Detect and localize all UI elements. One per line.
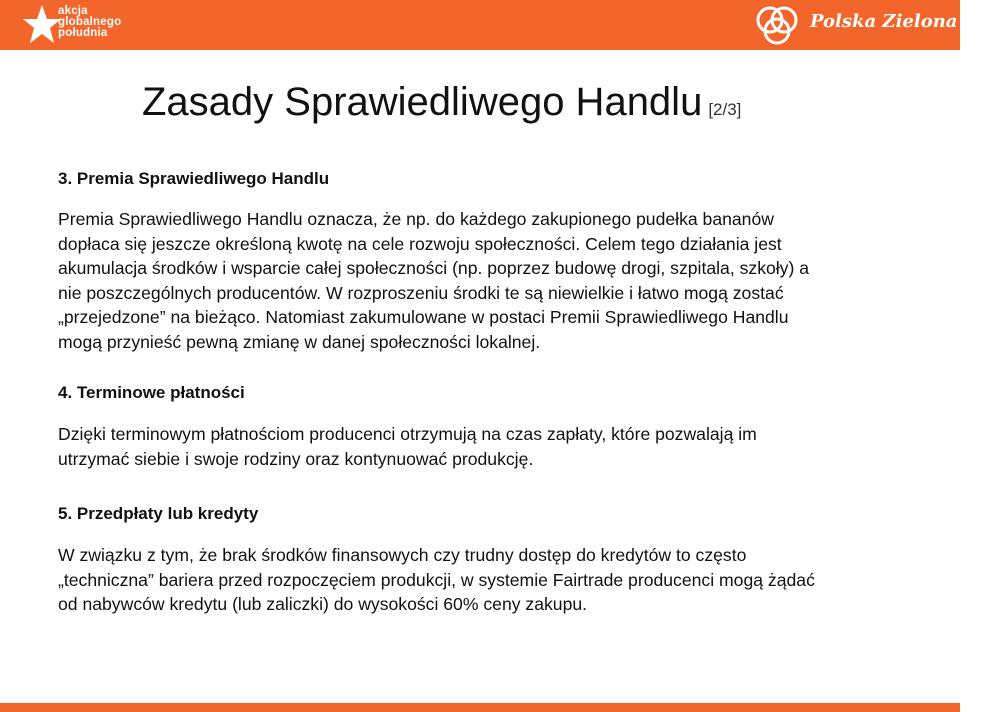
paragraph-line: utrzymać siebie i swoje rodziny oraz kontynuować produkcję. [58,448,534,469]
section-heading: 3. Premia Sprawiedliwego Handlu [58,169,330,188]
paragraph-line: Dzięki terminowym płatnościom producenci otrzymują na czas zapłaty, które pozwalają im [58,424,757,444]
section-heading: 4. Terminowe płatności [58,383,245,402]
header-bar [0,0,1006,50]
paragraph-line: od nabywców kredytu (lub zaliczki) do wysokości 60% ceny zakupu. [58,594,588,614]
title-text: Zasady Sprawiedliwego Handlu [142,80,703,124]
logo-line: akcja [58,5,88,17]
section-heading: 5. Przedpłaty lub kredyty [58,504,259,523]
logo-line: południa [58,27,108,39]
section-paragraph [58,422,908,471]
paragraph-line: mogą przynieść pewną zmianę w danej społeczności lokalnej. [58,331,541,352]
circles-logo-icon [752,3,804,47]
paragraph-line: „techniczna” bariera przed rozpoczęciem produkcji, w systemie Fairtrade producenci mogą żądać [58,569,815,590]
akcja-globalnego-poludnia-logo [58,6,121,39]
paragraph-line: Premia Sprawiedliwego Handlu oznacza, że np. do każdego zakupionego pudełka bananów [58,209,774,229]
page-title [142,76,741,136]
logo-line: globalnego [58,16,122,28]
paragraph-line: nie poszczególnych producentów. W rozproszeniu środki te są niewielkie i łatwo mogą zostać [58,282,784,303]
paragraph-line: „przejedzone” na bieżąco. Natomiast zakumulowane w postaci Premii Sprawiedliwego Handlu [58,307,789,327]
paragraph-line: dopłaca się jeszcze określoną kwotę na cele rozwoju społeczności. Celem tego działania jest [58,233,782,254]
star-icon [22,3,62,47]
section-paragraph [58,207,908,354]
paragraph-line: akumulacja środków i wsparcie całej społeczności (np. poprzez budowę drogi, szpitala, szkoły) a [58,258,810,278]
page-indicator: [2/3] [708,100,742,119]
paragraph-line: W związku z tym, że brak środków finansowych czy trudny dostęp do kredytów to często [58,545,747,565]
polska-zielona-siec-logo: Polska Zielona Sieć [810,11,1006,32]
section-paragraph [58,543,908,617]
footer-bar [0,703,960,712]
